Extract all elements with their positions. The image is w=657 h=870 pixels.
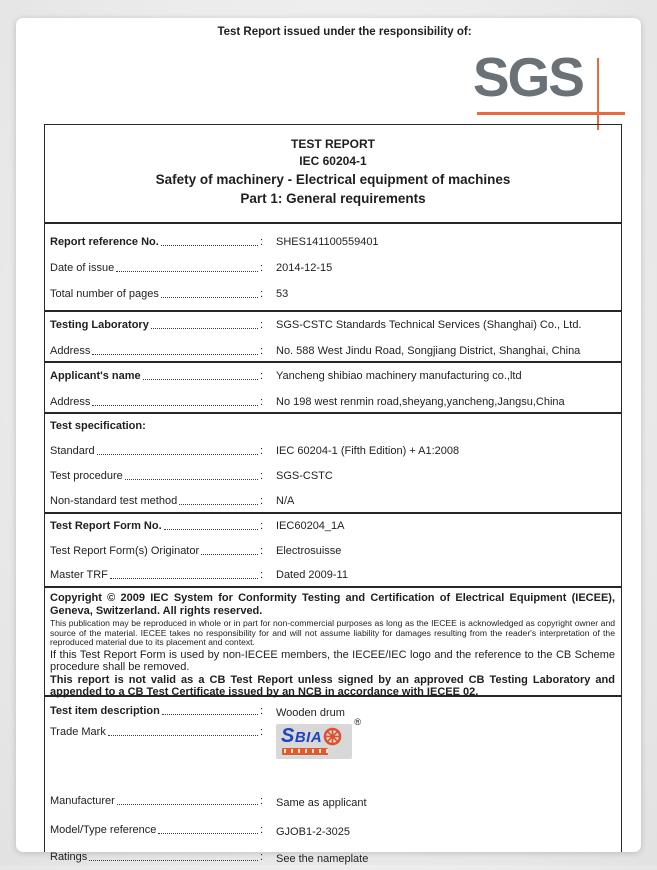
title-line-1: TEST REPORT (290, 137, 375, 151)
dotted-leader (87, 851, 259, 863)
field-row-nonstandard-method (45, 488, 621, 513)
dotted-leader (156, 824, 259, 836)
field-value: SGS-CSTC Standards Technical Services (Shanghai) Co., Ltd. (276, 319, 582, 331)
trademark-logo-text: SBIA (281, 724, 323, 747)
dotted-leader (114, 262, 259, 274)
sgs-logo-vertical-line (597, 58, 600, 130)
testing-laboratory-section (45, 310, 621, 361)
field-value: No. 588 West Jindu Road, Songjiang District, Shanghai, China (276, 345, 581, 357)
dotted-leader (106, 726, 259, 738)
dotted-leader (162, 520, 259, 532)
field-row-testing-laboratory (45, 312, 621, 338)
field-label: Test Report Form No. (50, 520, 162, 533)
field-value: Dated 2009-11 (276, 569, 348, 582)
dotted-leader (108, 569, 259, 581)
field-value: Electrosuisse (276, 544, 342, 557)
field-row-form-originator (45, 539, 621, 564)
field-row-total-pages (45, 281, 621, 307)
field-label: Non-standard test method (50, 494, 178, 507)
dotted-leader (95, 445, 259, 457)
applicant-section (45, 361, 621, 412)
responsibility-note: Test Report issued under the responsibility of: (217, 26, 472, 38)
field-row-master-trf (45, 563, 621, 588)
report-reference-section (45, 222, 621, 310)
copyright-heading: Copyright © 2009 IEC System for Conformity Testing and Certification of Electrical Equipment (IECEE), Geneva, Switzerland. All rights reserved. (50, 592, 615, 617)
field-row-model-type (45, 816, 621, 843)
title-line-2: IEC 60204-1 (299, 154, 367, 168)
copyright-section (45, 586, 621, 699)
field-value: Yancheng shibiao machinery manufacturing co.,ltd (276, 370, 522, 382)
registered-trademark-symbol: ® (354, 717, 361, 727)
report-table (44, 124, 622, 865)
field-value: Same as applicant (276, 797, 367, 809)
field-row-item-description (45, 700, 621, 721)
field-label: Ratings (50, 850, 88, 863)
dotted-leader (90, 345, 259, 357)
sgs-logo (467, 40, 627, 132)
field-label: Test Report Form(s) Originator (50, 544, 200, 557)
dotted-leader (123, 470, 259, 482)
title-line-3: Safety of machinery - Electrical equipment of machines (155, 172, 511, 187)
wheel-icon (323, 727, 342, 746)
field-label: Address (50, 396, 91, 408)
field-value: Wooden drum (276, 706, 345, 719)
field-label: Model/Type reference (50, 823, 157, 836)
field-label: Master TRF (50, 569, 108, 582)
dotted-leader (141, 370, 259, 382)
title-line-4: Part 1: General requirements (240, 191, 426, 206)
field-row-date-of-issue (45, 255, 621, 281)
field-row-applicant-name (45, 363, 621, 389)
copyright-removal-note: If this Test Report Form is used by non-IECEE members, the IECEE/IEC logo and the reference to the CB Scheme procedure shall be removed. (50, 648, 615, 673)
field-label: Testing Laboratory (50, 319, 149, 331)
field-label: Address (50, 345, 91, 357)
dotted-leader (115, 795, 259, 807)
field-value: 2014-12-15 (276, 262, 333, 274)
dotted-leader (199, 545, 259, 557)
copyright-validity-note: This report is not valid as a CB Test Report unless signed by an approved CB Testing Laboratory and appended to a CB Test Certificate issued by an NCB in accordance with IECEE 02. (50, 673, 615, 699)
field-label: Applicant's name (50, 370, 141, 382)
test-report-form-section (45, 512, 621, 586)
field-value: See the nameplate (276, 852, 369, 865)
field-row-ratings (45, 843, 621, 870)
field-label: Standard (50, 444, 95, 457)
field-label: Trade Mark (50, 726, 106, 738)
document-page (16, 18, 641, 865)
field-label: Date of issue (50, 262, 115, 274)
dotted-leader (159, 288, 259, 300)
dotted-leader (159, 236, 259, 248)
test-specification-section (45, 412, 621, 512)
field-value: IEC60204_1A (276, 520, 345, 533)
field-row-report-reference (45, 229, 621, 255)
field-value: 53 (276, 288, 289, 300)
field-row-trade-mark (45, 717, 621, 786)
field-label: Test procedure (50, 469, 123, 482)
field-row-standard (45, 438, 621, 463)
dotted-leader (90, 396, 259, 408)
test-specification-heading: Test specification: (50, 420, 146, 432)
field-row-form-no (45, 514, 621, 539)
test-item-section (45, 695, 621, 870)
field-value: GJOB1-2-3025 (276, 825, 350, 838)
field-label: Test item description (50, 704, 160, 717)
dotted-leader (177, 495, 259, 507)
field-value: SHES141100559401 (276, 236, 379, 248)
dotted-leader (149, 319, 259, 331)
dotted-leader (160, 705, 259, 717)
trademark-logo (276, 717, 361, 759)
field-label: Manufacturer (50, 795, 115, 807)
field-value: N/A (276, 494, 295, 507)
copyright-fine-print: This publication may be reproduced in whole or in part for non-commercial purposes as long as the IECEE is acknowledged as copyright owner and source of the material. IECEE takes no responsibility for and will not assume liability for damages resulting from the reader's interpretation of the reproduced material due to its placement and context. (50, 618, 615, 648)
field-row-test-procedure (45, 463, 621, 488)
trademark-banner (282, 748, 328, 755)
sgs-logo-text: SGS (472, 46, 583, 108)
field-label: Total number of pages (50, 288, 159, 300)
field-value: No 198 west renmin road,sheyang,yancheng,Jangsu,China (276, 396, 565, 408)
field-label: Report reference No. (50, 236, 159, 248)
sgs-logo-horizontal-line (477, 112, 625, 115)
field-value: IEC 60204-1 (Fifth Edition) + A1:2008 (276, 444, 460, 457)
field-row-manufacturer (45, 786, 621, 816)
title-block (45, 125, 621, 222)
field-value: SGS-CSTC (276, 469, 333, 482)
